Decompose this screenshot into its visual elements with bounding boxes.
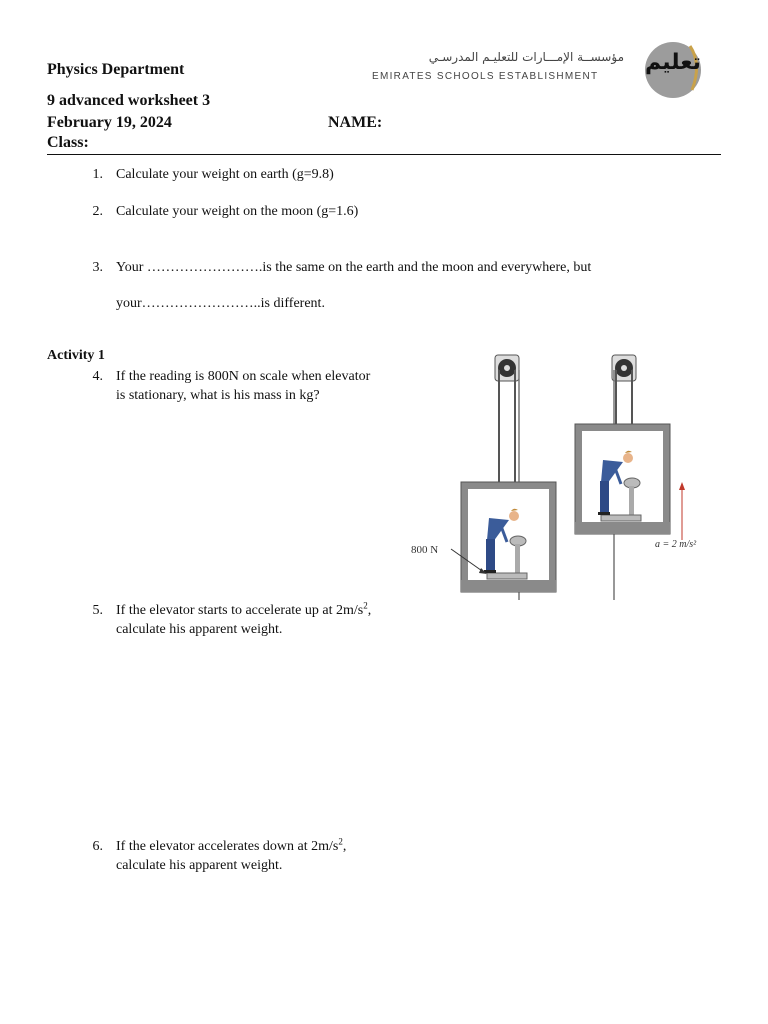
question-2 [83,202,683,222]
activity-title: Activity 1 [47,348,105,363]
header-divider [47,154,721,155]
elevator-diagram [405,350,725,600]
worksheet-title: 9 advanced worksheet 3 [47,92,211,109]
question-number: 4. [92,369,103,384]
logo-emblem-text: تعليم [645,50,701,75]
question-text: Calculate your weight on earth (g=9.8) [116,167,334,182]
question-number: 1. [92,167,103,182]
question-number: 3. [92,260,103,275]
question-number: 6. [92,839,103,854]
question-text-line-1: Your …………………….is the same on the earth and the moon and everywhere, but [116,260,592,275]
punctuation: , [342,839,347,854]
question-text-line-2: is stationary, what is his mass in kg? [116,388,320,403]
question-text-line-2: calculate his apparent weight. [116,858,283,873]
question-text-line-1: If the reading is 800N on scale when elevator [116,369,371,384]
logo-emblem [640,40,706,100]
exponent: 2 [338,836,343,847]
arabic-org-name: مؤسســة الإمـــارات للتعليـم المدرسـي [428,50,624,64]
question-text-line-1 [116,601,371,620]
question-number: 5. [92,603,103,618]
question-3 [83,258,723,318]
question-5 [83,601,423,641]
question-number: 2. [92,204,103,219]
class-label: Class: [47,134,89,151]
question-text: Calculate your weight on the moon (g=1.6) [116,204,359,219]
question-6 [83,837,423,877]
scale-reading-label: 800 N [411,544,439,556]
question-text-line-2: calculate his apparent weight. [116,622,283,637]
acceleration-arrow [679,482,685,540]
acceleration-label: a = 2 m/s² [655,539,697,550]
elevator-figure [405,350,725,600]
question-text-line-2: your……………………..is different. [116,296,325,311]
question-4 [83,367,413,407]
question-text: If the elevator starts to accelerate up at 2m/s [116,603,364,618]
question-text-line-1 [116,837,346,856]
punctuation: , [367,603,372,618]
department-title: Physics Department [47,61,185,78]
worksheet-date: February 19, 2024 [47,114,172,131]
question-text: If the elevator accelerates down at 2m/s [116,839,339,854]
name-label: NAME: [328,114,383,131]
question-1 [83,165,683,185]
english-org-name: EMIRATES SCHOOLS ESTABLISHMENT [372,71,599,82]
exponent: 2 [363,600,368,611]
